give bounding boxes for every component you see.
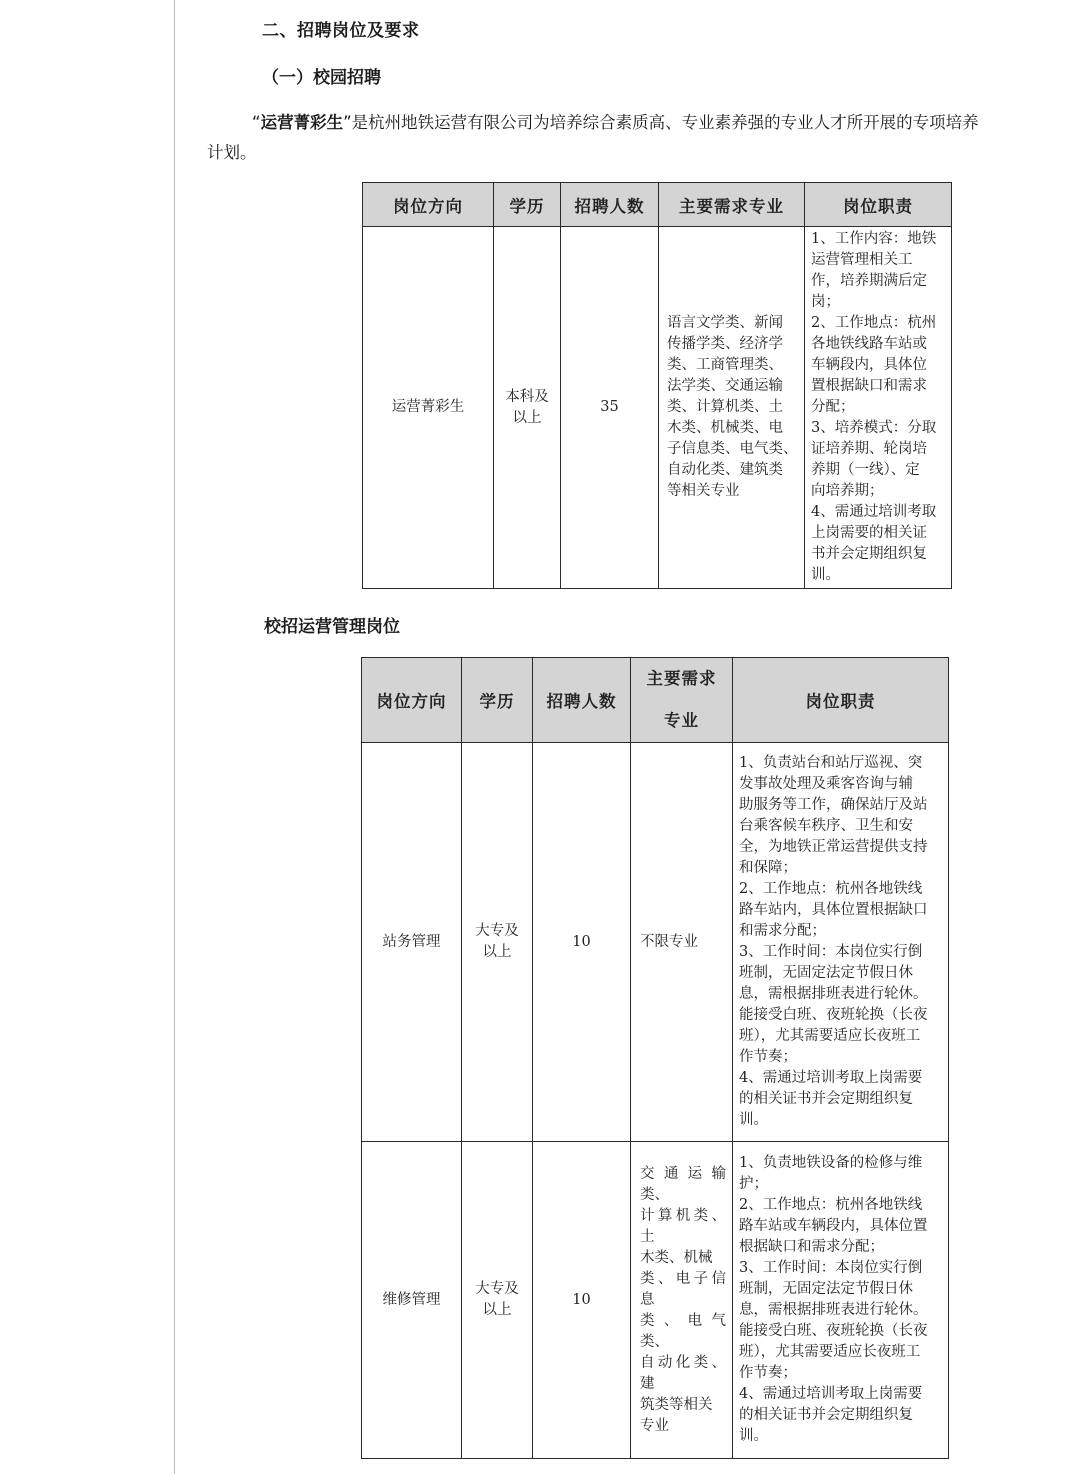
header-major	[631, 658, 733, 743]
cell-text-line: 4、需通过培训考取上岗需要	[739, 1070, 923, 1086]
quote-close: ”	[343, 113, 352, 132]
table-header-row	[363, 183, 952, 227]
header-position: 岗位方向	[363, 183, 494, 227]
subsection-title: （一）校园招聘	[262, 68, 381, 88]
program-name: 运营菁彩生	[260, 113, 344, 132]
header-major: 主要需求专业	[659, 183, 805, 227]
cell-text-line: 以上	[512, 409, 542, 426]
header-count: 招聘人数	[533, 658, 631, 743]
header-duty: 岗位职责	[733, 658, 949, 743]
cell-text-line: 证培养期、轮岗培	[811, 441, 927, 457]
cell-text-line: 木类、机械类、电	[667, 420, 783, 436]
cell-text-line: 筑类等相关	[640, 1396, 713, 1413]
cell-text-line: 和保障；	[739, 860, 797, 876]
page-margin-rule	[174, 0, 175, 1474]
cell-text-line: 息，需根据排班表进行轮休。	[739, 986, 928, 1002]
cell-text-line: 能接受白班、夜班轮换（长夜	[739, 1323, 928, 1339]
header-education: 学历	[494, 183, 561, 227]
cell-text-line: 书并会定期组织复	[811, 546, 927, 562]
cell-text-line: 岗；	[811, 294, 840, 310]
cell-text-line: 训。	[739, 1428, 768, 1444]
cell-text-line: 语言文学类、新闻	[667, 315, 783, 331]
cell-count: 10	[533, 1142, 631, 1459]
cell-text-line: 1、负责地铁设备的检修与维	[739, 1155, 923, 1171]
section-title: 二、招聘岗位及要求	[262, 21, 420, 41]
cell-text-line: 以上	[482, 944, 512, 960]
cell-text-line: 法学类、交通运输	[667, 378, 783, 394]
cell-position: 运营菁彩生	[363, 227, 494, 589]
cell-text-line: 路车站内，具体位置根据缺口	[739, 902, 928, 918]
cell-text-line: 作节奏；	[739, 1365, 797, 1381]
cell-text-line: 等相关专业	[667, 483, 740, 499]
cell-text-line: 息，需根据排班表进行轮休。	[739, 1302, 928, 1318]
cell-text-line: 能接受白班、夜班轮换（长夜	[739, 1007, 928, 1023]
cell-text-line: 班制，无固定法定节假日休	[739, 1281, 913, 1297]
cell-education	[494, 227, 561, 589]
header-major-line-2: 专业	[664, 711, 699, 730]
cell-text-line: 类、电子信息	[640, 1270, 726, 1308]
header-education: 学历	[462, 658, 533, 743]
cell-text-line: 置根据缺口和需求	[811, 378, 927, 394]
cell-text-line: 木类、机械	[640, 1249, 713, 1266]
cell-position: 站务管理	[362, 743, 462, 1142]
intro-paragraph	[207, 108, 1057, 168]
cell-text-line: 台乘客候车秩序、卫生和安	[739, 818, 913, 834]
cell-text-line: 自动化类、建	[640, 1354, 726, 1392]
cell-text-line: 上岗需要的相关证	[811, 525, 927, 541]
cell-duty	[733, 743, 949, 1142]
cell-text-line: 作节奏；	[739, 1049, 797, 1065]
cell-text-line: 大专及	[475, 923, 519, 939]
cell-duty	[733, 1142, 949, 1459]
cell-text-line: 训。	[739, 1112, 768, 1128]
cell-text-line: 大专及	[475, 1281, 519, 1297]
cell-text-line: 传播学类、经济学	[667, 336, 783, 352]
intro-line-2: 计划。	[207, 143, 257, 162]
cell-text-line: 全，为地铁正常运营提供支持	[739, 839, 928, 855]
cell-text-line: 根据缺口和需求分配；	[739, 1239, 884, 1255]
intro-line-1-text: 是杭州地铁运营有限公司为培养综合素质高、专业素养强的专业人才所开展的专项培养	[351, 113, 979, 132]
cell-text-line: 和需求分配；	[739, 923, 826, 939]
cell-text-line: 4、需通过培训考取上岗需要	[739, 1386, 923, 1402]
cell-text-line: 4、需通过培训考取	[811, 504, 937, 520]
table-row	[362, 743, 949, 1142]
cell-text-line: 班制，无固定法定节假日休	[739, 965, 913, 981]
cell-text-line: 自动化类、建筑类	[667, 462, 783, 478]
cell-text-line: 2、工作地点：杭州各地铁线	[739, 1197, 923, 1213]
cell-text-line: 交通运输类、	[640, 1165, 726, 1203]
cell-text-line: 2、工作地点：杭州	[811, 315, 937, 331]
cell-text-line: 分配；	[811, 399, 855, 415]
cell-text-line: 2、工作地点：杭州各地铁线	[739, 881, 923, 897]
cell-count: 10	[533, 743, 631, 1142]
intro-line-1	[207, 108, 1057, 138]
cell-text-line: 1、工作内容：地铁	[811, 231, 937, 247]
table2-title: 校招运营管理岗位	[264, 617, 400, 637]
operations-management-table	[361, 657, 949, 1459]
cell-text-line: 类、计算机类、土	[667, 399, 783, 415]
cell-major	[631, 1142, 733, 1459]
header-position: 岗位方向	[362, 658, 462, 743]
header-duty: 岗位职责	[805, 183, 952, 227]
cell-text-line: 养期（一线）、定	[811, 462, 920, 478]
cell-text-line: 3、工作时间：本岗位实行倒	[739, 1260, 923, 1276]
cell-text-line: 运营管理相关工	[811, 252, 913, 268]
cell-text-line: 类、电气类、	[640, 1312, 726, 1350]
header-count: 招聘人数	[561, 183, 659, 227]
campus-recruitment-table	[362, 182, 952, 589]
cell-major	[659, 227, 805, 589]
cell-text-line: 路车站或车辆段内，具体位置	[739, 1218, 928, 1234]
cell-text-line: 车辆段内，具体位	[811, 357, 927, 373]
cell-text-line: 向培养期；	[811, 483, 884, 499]
cell-text-line: 的相关证书并会定期组织复	[739, 1091, 913, 1107]
cell-text-line: 作，培养期满后定	[811, 273, 927, 289]
cell-text-line: 类、工商管理类、	[667, 357, 783, 373]
cell-text-line: 本科及	[505, 388, 549, 405]
quote-open: “	[252, 113, 261, 132]
cell-count: 35	[561, 227, 659, 589]
cell-text-line: 以上	[482, 1302, 512, 1318]
cell-text-line: 计算机类、土	[640, 1207, 726, 1245]
cell-position: 维修管理	[362, 1142, 462, 1459]
cell-education	[462, 1142, 533, 1459]
cell-text-line: 护；	[739, 1176, 768, 1192]
cell-text-line: 班），尤其需要适应长夜班工	[739, 1028, 921, 1044]
cell-text-line: 班），尤其需要适应长夜班工	[739, 1344, 921, 1360]
cell-education	[462, 743, 533, 1142]
cell-text-line: 3、培养模式：分取	[811, 420, 937, 436]
cell-text-line: 的相关证书并会定期组织复	[739, 1407, 913, 1423]
cell-text-line: 训。	[811, 567, 840, 583]
cell-text-line: 1、负责站台和站厅巡视、突	[739, 755, 923, 771]
cell-text-line: 各地铁线路车站或	[811, 336, 927, 352]
table-row	[363, 227, 952, 589]
header-major-line-1: 主要需求	[646, 669, 717, 688]
cell-major	[631, 743, 733, 1142]
cell-text-line: 助服务等工作，确保站厅及站	[739, 797, 928, 813]
cell-text-line: 子信息类、电气类、	[667, 441, 798, 457]
cell-text-line: 不限专业	[640, 933, 698, 950]
cell-text-line: 专业	[640, 1417, 669, 1434]
table-header-row	[362, 658, 949, 743]
table-row	[362, 1142, 949, 1459]
cell-text-line: 发事故处理及乘客咨询与辅	[739, 776, 913, 792]
cell-text-line: 3、工作时间：本岗位实行倒	[739, 944, 923, 960]
cell-duty	[805, 227, 952, 589]
